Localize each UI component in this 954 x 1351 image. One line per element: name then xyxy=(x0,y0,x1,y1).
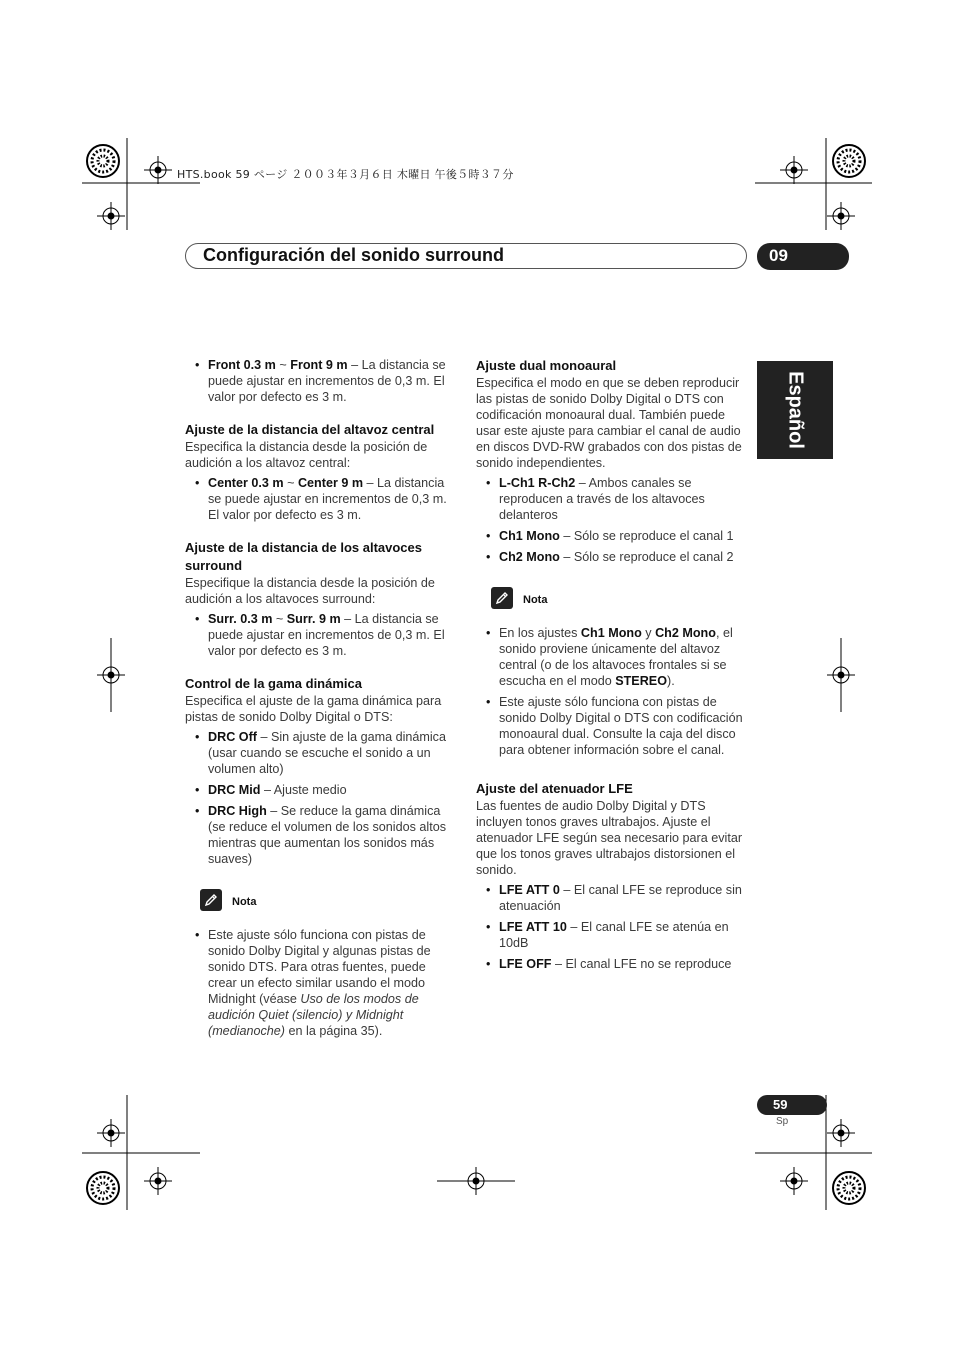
section-heading: Ajuste de la distancia del altavoz central xyxy=(185,422,435,437)
note-label: Nota xyxy=(523,594,548,606)
section-heading: Ajuste dual monoaural xyxy=(476,358,617,373)
left-column xyxy=(185,357,457,1044)
front-distance-section xyxy=(185,357,457,405)
pencil-note-icon xyxy=(200,889,222,911)
section-description: Especifique la distancia desde la posición de audición a los altavoces surround: xyxy=(185,576,435,606)
note-label: Nota xyxy=(232,896,257,908)
list-item: • Ch2 Mono – Sólo se reproduce el canal 2 xyxy=(476,549,748,565)
chapter-number-badge xyxy=(757,243,849,270)
center-distance-section xyxy=(185,421,457,523)
surround-distance-section xyxy=(185,539,457,659)
page-number-badge xyxy=(757,1095,827,1115)
language-tab-label: Español xyxy=(784,371,807,449)
list-item: • Ch1 Mono – Sólo se reproduce el canal 1 xyxy=(476,528,748,544)
lfe-section xyxy=(476,780,748,972)
list-item: • LFE OFF – El canal LFE no se reproduce xyxy=(476,956,748,972)
section-description: Especifica el modo en que se deben reproducir las pistas de sonido Dolby Digital o DTS con codificación monoaural dual. También puede usar este ajuste para cambiar el canal de audio en discos DVD-RW grabados con dos pistas de sonido independientes. xyxy=(476,376,742,470)
list-item: • Front 0.3 m ~ Front 9 m – La distancia se puede ajustar en incrementos de 0,3 m. El valor por defecto es 3 m. xyxy=(185,357,457,405)
chapter-title-bar xyxy=(185,243,747,269)
section-description: Especifica la distancia desde la posición de audición a los altavoz central: xyxy=(185,440,428,470)
page-number: 59 xyxy=(773,1097,788,1112)
list-item: • DRC Mid – Ajuste medio xyxy=(185,782,457,798)
list-item: • Surr. 0.3 m ~ Surr. 9 m – La distancia se puede ajustar en incrementos de 0,3 m. El valor por defecto es 3 m. xyxy=(185,611,457,659)
chapter-number: 09 xyxy=(769,246,788,265)
note-list xyxy=(185,927,457,1039)
section-description: Especifica el ajuste de la gama dinámica para pistas de sonido Dolby Digital o DTS: xyxy=(185,694,442,724)
section-heading: Ajuste del atenuador LFE xyxy=(476,781,633,796)
note-list xyxy=(476,625,748,758)
list-item: • Este ajuste sólo funciona con pistas de sonido Dolby Digital o DTS con codificación monoaural dual. Consulte la caja del disco para obtener información sobre el canal. xyxy=(476,694,748,758)
language-tab xyxy=(757,361,833,459)
note-header xyxy=(200,889,457,913)
pencil-note-icon xyxy=(491,587,513,609)
print-header: HTS.book 59 ページ ２００３年３月６日 木曜日 午後５時３７分 xyxy=(177,168,514,181)
section-heading: Control de la gama dinámica xyxy=(185,676,362,691)
note-header xyxy=(491,587,748,611)
section-heading: Ajuste de la distancia de los altavoces surround xyxy=(185,540,422,573)
list-item: • DRC Off – Sin ajuste de la gama dinámica (usar cuando se escuche el sonido a un volumen alto) xyxy=(185,729,457,777)
section-description: Las fuentes de audio Dolby Digital y DTS incluyen tonos graves ultrabajos. Ajuste el atenuador LFE según sea necesario para evitar que los tonos graves ultrabajos distorsionen el sonido. xyxy=(476,799,743,877)
page-language-code: Sp xyxy=(776,1116,789,1127)
list-item: • DRC High – Se reduce la gama dinámica (se reduce el volumen de los sonidos altos mientras que aumentan los sonidos más suaves) xyxy=(185,803,457,867)
list-item: • En los ajustes Ch1 Mono y Ch2 Mono, el sonido proviene únicamente del altavoz central (o de los altavoces frontales si se escucha en el modo STEREO). xyxy=(476,625,748,689)
list-item: • LFE ATT 10 – El canal LFE se atenúa en 10dB xyxy=(476,919,748,951)
list-item: • Este ajuste sólo funciona con pistas de sonido Dolby Digital y algunas pistas de sonido DTS. Para otras fuentes, puede crear un efecto similar usando el modo Midnight (véase Uso de los modos de audición Quiet (silencio) y Midnight (medianoche) en la página 35). xyxy=(185,927,457,1039)
list-item: • LFE ATT 0 – El canal LFE se reproduce sin atenuación xyxy=(476,882,748,914)
list-item: • Center 0.3 m ~ Center 9 m – La distancia se puede ajustar en incrementos de 0,3 m. El valor por defecto es 3 m. xyxy=(185,475,457,523)
right-column xyxy=(476,357,748,988)
chapter-title: Configuración del sonido surround xyxy=(203,245,504,265)
dual-mono-section xyxy=(476,357,748,565)
list-item: • L-Ch1 R-Ch2 – Ambos canales se reproducen a través de los altavoces delanteros xyxy=(476,475,748,523)
drc-section xyxy=(185,675,457,867)
